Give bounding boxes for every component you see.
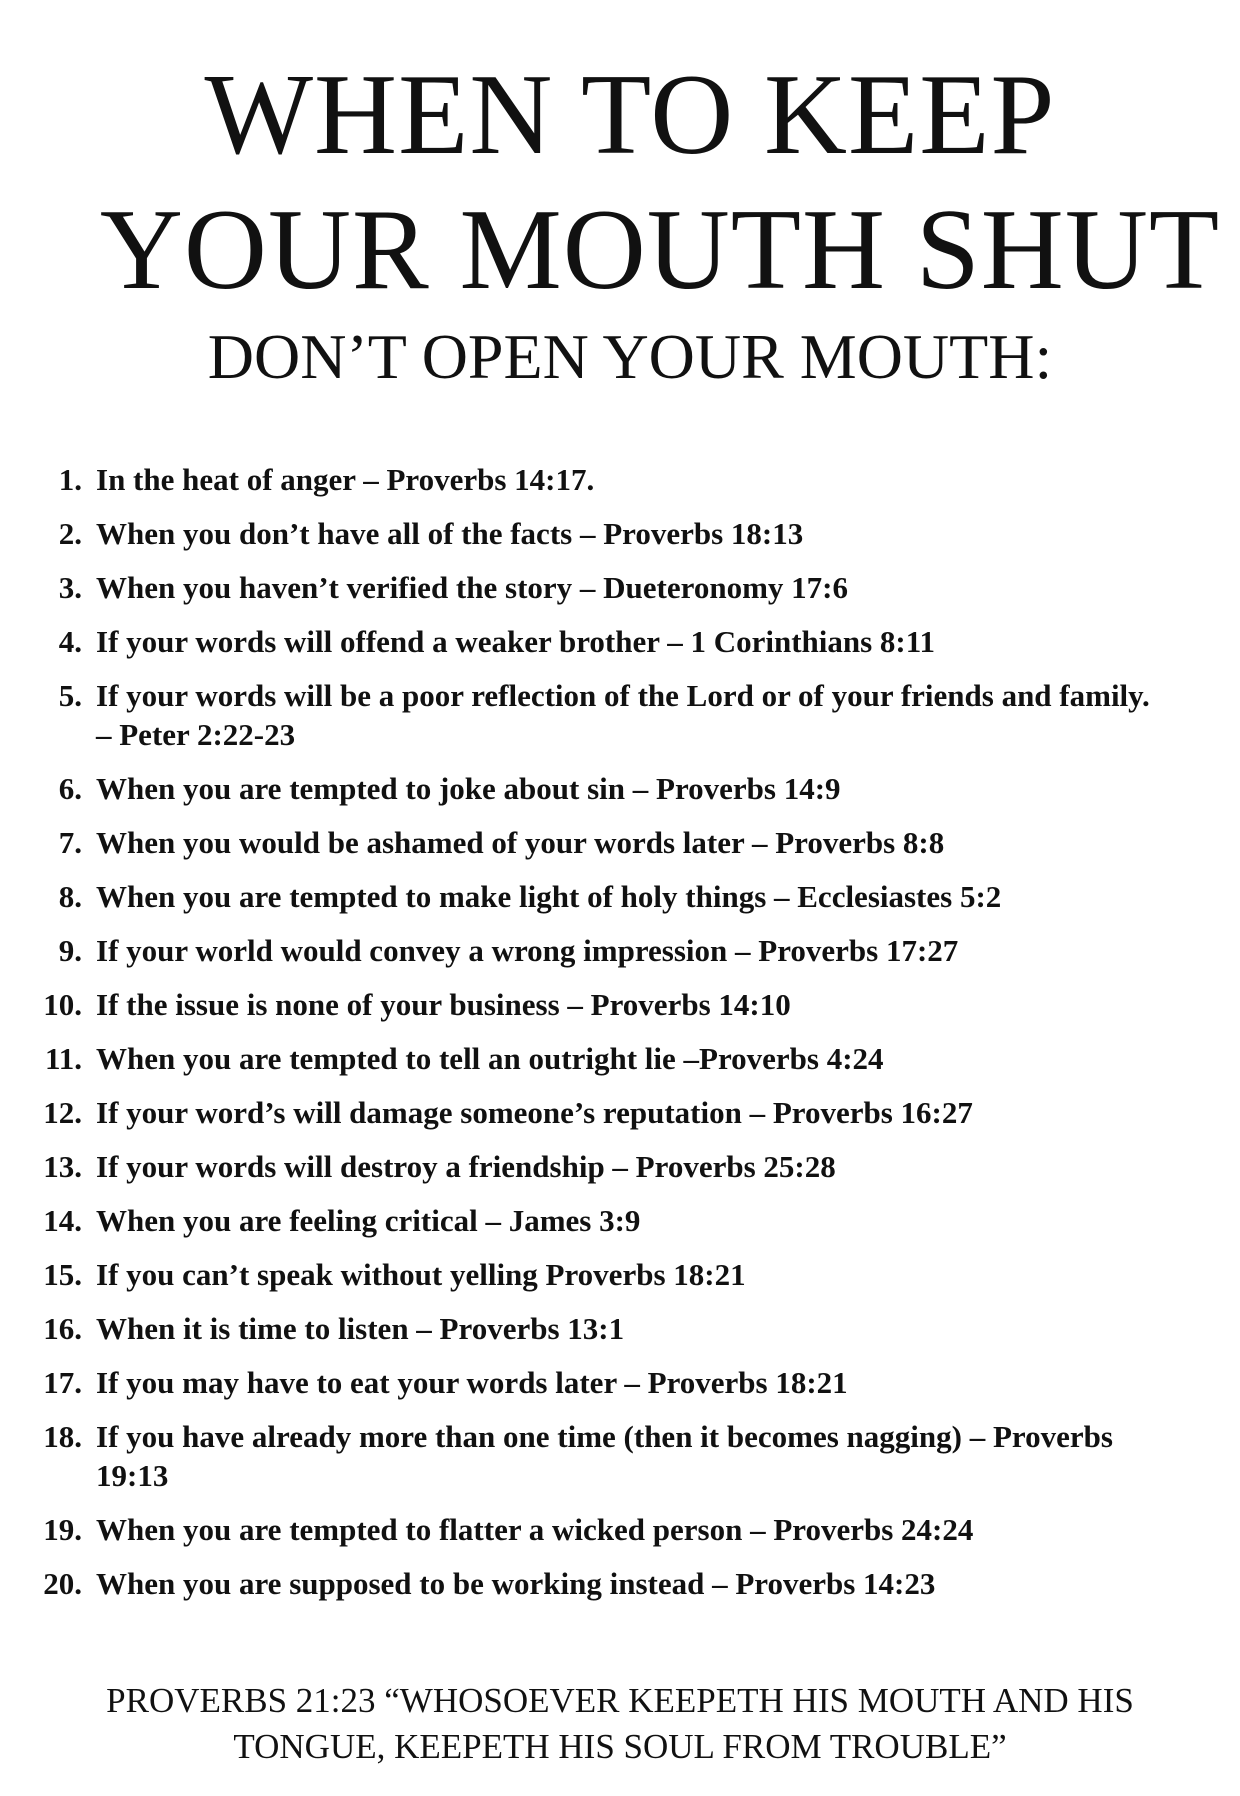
item-text: When you don’t have all of the facts – Proverbs 18:13 [96,516,804,551]
footer-quote [0,1678,1240,1770]
item-number: 7. [58,825,82,860]
title-line-2: YOUR MOUTH SHUT [99,186,1221,313]
item-text: If your words will offend a weaker brother – 1 Corinthians 8:11 [96,624,936,659]
item-text: If you can’t speak without yelling Proverbs 18:21 [96,1257,746,1292]
title-line-1: WHEN TO KEEP [204,51,1056,178]
item-text: When you haven’t verified the story – Dueteronomy 17:6 [96,570,848,605]
list-item [0,1201,1240,1240]
list-item [0,1147,1240,1186]
item-number: 6. [58,771,82,806]
item-text: If your world would convey a wrong impression – Proverbs 17:27 [96,933,959,968]
item-text: When you would be ashamed of your words later – Proverbs 8:8 [96,825,945,860]
list-item [0,1417,1240,1495]
item-number: 10. [43,987,82,1022]
item-text: When you are tempted to make light of holy things – Ecclesiastes 5:2 [96,879,1002,914]
item-text: When you are supposed to be working instead – Proverbs 14:23 [96,1566,936,1601]
list-item [0,931,1240,970]
list-item [0,1363,1240,1402]
item-number: 8. [58,879,82,914]
item-text: When you are tempted to joke about sin – Proverbs 14:9 [96,771,841,806]
list-item [0,514,1240,553]
item-number: 18. [43,1419,82,1454]
list-item [0,877,1240,916]
item-text: If your words will be a poor reflection of the Lord or of your friends and family. – Peter 2:22-23 [96,678,1150,752]
list-item [0,1255,1240,1294]
list-item [0,622,1240,661]
list-item [0,1309,1240,1348]
list-item [0,1510,1240,1549]
item-number: 5. [58,678,82,713]
item-number: 14. [43,1203,82,1238]
list-item [0,1039,1240,1078]
list-item [0,676,1240,754]
item-number: 9. [58,933,82,968]
item-text: When you are feeling critical – James 3:9 [96,1203,641,1238]
item-text: If the issue is none of your business – Proverbs 14:10 [96,987,791,1022]
list-item [0,1093,1240,1132]
item-number: 16. [43,1311,82,1346]
list-item [0,823,1240,862]
item-number: 12. [43,1095,82,1130]
item-number: 17. [43,1365,82,1400]
item-number: 4. [58,624,82,659]
item-number: 20. [43,1566,82,1601]
item-number: 3. [58,570,82,605]
list-item [0,1564,1240,1603]
item-text: When you are tempted to flatter a wicked person – Proverbs 24:24 [96,1512,974,1547]
rules-list [0,460,1240,1618]
item-text: In the heat of anger – Proverbs 14:17. [96,462,595,497]
item-text: If you may have to eat your words later – Proverbs 18:21 [96,1365,848,1400]
footer-line-2: TONGUE, KEEPETH HIS SOUL FROM TROUBLE” [233,1727,1007,1766]
item-text: If your words will destroy a friendship – Proverbs 25:28 [96,1149,836,1184]
footer-line-1: PROVERBS 21:23 “WHOSOEVER KEEPETH HIS MOUTH AND HIS [106,1681,1134,1720]
list-item [0,460,1240,499]
item-text: When it is time to listen – Proverbs 13:1 [96,1311,625,1346]
item-text: If you have already more than one time (then it becomes nagging) – Proverbs 19:13 [96,1419,1113,1493]
item-text: When you are tempted to tell an outright lie –Proverbs 4:24 [96,1041,884,1076]
item-number: 11. [44,1041,82,1076]
item-number: 13. [43,1149,82,1184]
list-item [0,568,1240,607]
item-number: 1. [58,462,82,497]
list-item [0,769,1240,808]
subtitle: DON’T OPEN YOUR MOUTH: [207,321,1053,392]
item-text: If your word’s will damage someone’s reputation – Proverbs 16:27 [96,1095,973,1130]
item-number: 2. [58,516,82,551]
list-item [0,985,1240,1024]
item-number: 15. [43,1257,82,1292]
item-number: 19. [43,1512,82,1547]
